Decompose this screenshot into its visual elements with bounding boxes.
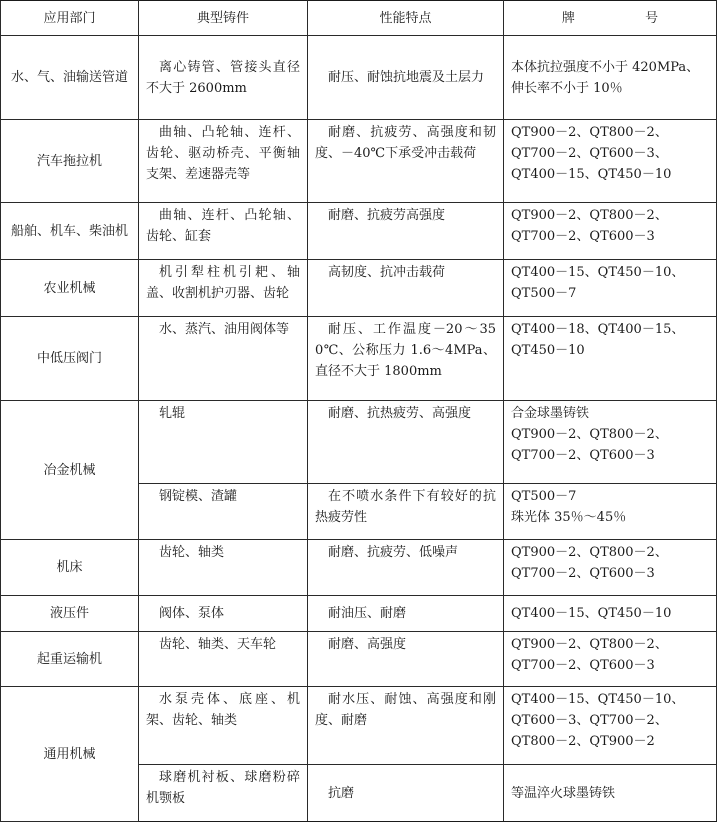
grades-cell	[504, 203, 717, 260]
grade-line: 合金球墨铸铁	[511, 406, 590, 421]
grades-cell	[504, 260, 717, 317]
castings-cell: 水泵壳体、底座、机架、齿轮、轴类	[139, 687, 308, 765]
department-cell: 农业机械	[1, 260, 139, 317]
department-cell: 通用机械	[1, 687, 139, 822]
grade-line: QT900－2、QT800－2、	[511, 427, 668, 442]
grade-line: QT700－2、QT600－3、	[511, 146, 668, 161]
properties-cell: 耐磨、抗热疲劳、高强度	[308, 401, 504, 484]
grade-line: QT700－2、QT600－3	[511, 566, 655, 581]
castings-cell: 阀体、泵体	[139, 596, 308, 632]
grade-line: 等温淬火球墨铸铁	[511, 785, 616, 801]
table-row	[1, 203, 717, 260]
properties-cell: 耐水压、耐蚀、高强度和刚度、耐磨	[308, 687, 504, 765]
table-row	[1, 401, 717, 484]
department-cell: 起重运输机	[1, 632, 139, 687]
grades-cell	[504, 596, 717, 632]
grade-line: QT400－15、QT450－10	[511, 167, 672, 182]
grades-cell	[504, 36, 717, 120]
table-row	[1, 687, 717, 765]
grades-cell	[504, 765, 717, 822]
grades-cell	[504, 317, 717, 401]
grade-line: QT400－15、QT450－10	[511, 606, 672, 621]
castings-cell: 曲轴、凸轮轴、连杆、齿轮、驱动桥壳、平衡轴支架、差速器壳等	[139, 120, 308, 203]
grade-line: 伸长率不小于 10％	[511, 80, 623, 96]
grade-line: QT700－2、QT600－3	[511, 658, 655, 673]
grade-line: QT900－2、QT800－2、	[511, 125, 668, 140]
grade-line: QT400－18、QT400－15、	[511, 322, 685, 337]
header-grades: 牌 号	[504, 1, 717, 36]
grade-line: QT500－7	[511, 489, 577, 504]
castings-cell: 球磨机衬板、球磨粉碎机颚板	[139, 765, 308, 822]
grade-line: QT900－2、QT800－2、	[511, 545, 668, 560]
table-row	[1, 596, 717, 632]
properties-cell: 耐磨、高强度	[308, 632, 504, 687]
castings-cell: 轧辊	[139, 401, 308, 484]
table-row	[1, 36, 717, 120]
table-header-row	[1, 1, 717, 36]
table-row	[1, 540, 717, 596]
grade-line: 本体抗拉强度不小于 420MPa、	[511, 59, 700, 75]
table-row	[1, 260, 717, 317]
grade-line: QT900－2、QT800－2、	[511, 208, 668, 223]
table-row	[1, 120, 717, 203]
header-department: 应用部门	[1, 1, 139, 36]
table-row	[1, 317, 717, 401]
properties-cell: 耐磨、抗疲劳、高强度和韧度、－40℃下承受冲击载荷	[308, 120, 504, 203]
castings-cell: 曲轴、连杆、凸轮轴、齿轮、缸套	[139, 203, 308, 260]
grades-cell	[504, 540, 717, 596]
department-cell: 中低压阀门	[1, 317, 139, 401]
grade-line: QT450－10	[511, 343, 585, 358]
castings-cell: 机引犁柱机引耙、轴盖、收割机护刃器、齿轮	[139, 260, 308, 317]
grade-line: QT500－7	[511, 286, 577, 301]
properties-cell: 在不喷水条件下有较好的抗热疲劳性	[308, 484, 504, 540]
grade-line: QT400－15、QT450－10、	[511, 692, 685, 707]
castings-cell: 水、蒸汽、油用阀体等	[139, 317, 308, 401]
department-cell: 水、气、油输送管道	[1, 36, 139, 120]
castings-cell: 齿轮、轴类	[139, 540, 308, 596]
department-cell: 液压件	[1, 596, 139, 632]
properties-cell: 抗磨	[308, 765, 504, 822]
properties-cell: 耐磨、抗疲劳、低噪声	[308, 540, 504, 596]
grade-line: QT700－2、QT600－3	[511, 229, 655, 244]
properties-cell: 耐压、工作温度－20～350℃、公称压力 1.6～4MPa、直径不大于 1800mm	[308, 317, 504, 401]
properties-cell: 耐磨、抗疲劳高强度	[308, 203, 504, 260]
castings-cell: 齿轮、轴类、天车轮	[139, 632, 308, 687]
castings-cell: 钢锭模、渣罐	[139, 484, 308, 540]
grade-line: QT800－2、QT900－2	[511, 734, 655, 749]
department-cell: 船舶、机车、柴油机	[1, 203, 139, 260]
grades-cell	[504, 632, 717, 687]
grade-line: QT400－15、QT450－10、	[511, 265, 685, 280]
grade-line: QT900－2、QT800－2、	[511, 637, 668, 652]
grades-cell	[504, 401, 717, 484]
department-cell: 机床	[1, 540, 139, 596]
table-row	[1, 632, 717, 687]
castings-cell: 离心铸管、管接头直径不大于 2600mm	[139, 36, 308, 120]
grade-line: 珠光体 35％～45％	[511, 510, 627, 525]
properties-cell: 耐油压、耐磨	[308, 596, 504, 632]
department-cell: 冶金机械	[1, 401, 139, 540]
grade-line: QT600－3、QT700－2、	[511, 713, 668, 728]
header-castings: 典型铸件	[139, 1, 308, 36]
properties-cell: 高韧度、抗冲击载荷	[308, 260, 504, 317]
grade-line: QT700－2、QT600－3	[511, 448, 655, 463]
grades-cell	[504, 484, 717, 540]
header-properties: 性能特点	[308, 1, 504, 36]
properties-cell: 耐压、耐蚀抗地震及土层力	[308, 36, 504, 120]
grades-cell	[504, 687, 717, 765]
grades-cell	[504, 120, 717, 203]
department-cell: 汽车拖拉机	[1, 120, 139, 203]
